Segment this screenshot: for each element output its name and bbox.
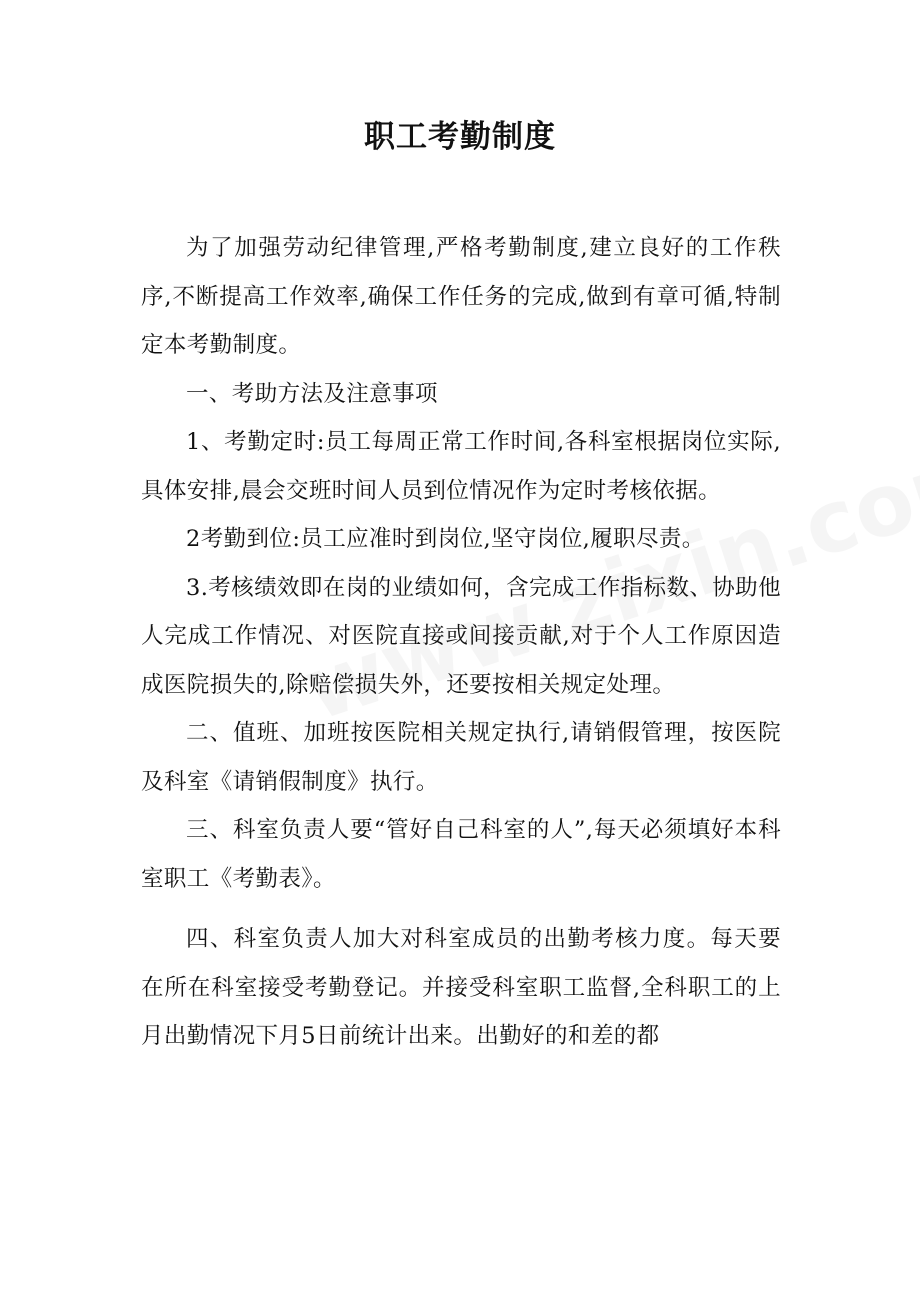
document-body — [141, 224, 781, 1061]
intro-paragraph: 为了加强劳动纪律管理,严格考勤制度,建立良好的工作秩序,不断提高工作效率,确保工作任务的完成,做到有章可循,特制定本考勤制度。 — [141, 235, 781, 358]
section-heading-1: 一、考助方法及注意事项 — [186, 380, 438, 407]
clause-3-paragraph: 3.考核绩效即在岗的业绩如何，含完成工作指标数、协助他人完成工作情况、对医院直接或间接贡献,对于个人工作原因造成医院损失的,除赔偿损失外，还要按相关规定处理。 — [141, 574, 781, 698]
section-2-paragraph: 二、值班、加班按医院相关规定执行,请销假管理，按医院及科室《请销假制度》执行。 — [141, 720, 781, 795]
clause-2-paragraph: 2考勤到位:员工应准时到岗位,坚守岗位,履职尽责。 — [186, 526, 705, 552]
section-3-paragraph: 三、科室负责人要“管好自己科室的人”,每天必须填好本科室职工《考勤表》。 — [141, 817, 781, 892]
section-4-paragraph: 四、科室负责人加大对科室成员的出勤考核力度。每天要在所在科室接受考勤登记。并接受科室职工监督,全科职工的上月出勤情况下月5日前统计出来。出勤好的和差的都 — [141, 926, 781, 1049]
document-title: 职工考勤制度 — [364, 119, 556, 155]
clause-1-paragraph: 1、考勤定时:员工每周正常工作时间,各科室根据岗位实际,具体安排,晨会交班时间人员到位情况作为定时考核依据。 — [141, 429, 781, 504]
